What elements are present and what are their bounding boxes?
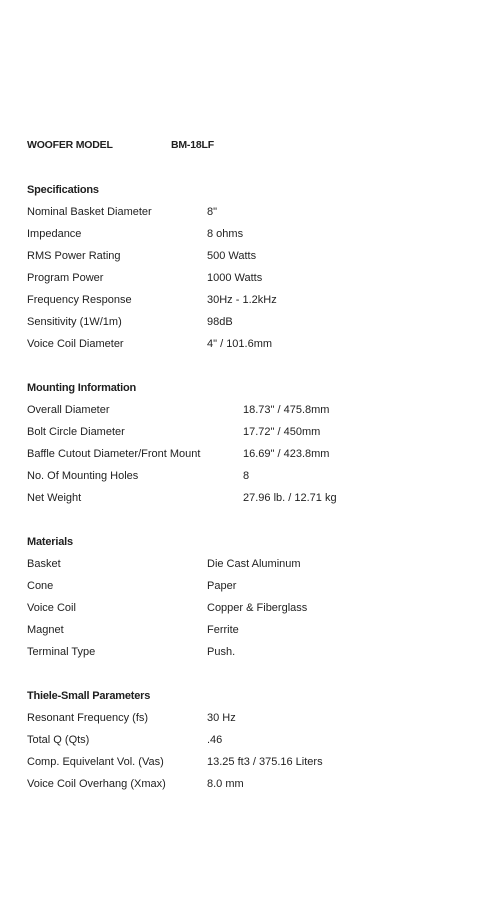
spec-label: Net Weight xyxy=(27,492,82,504)
spec-row xyxy=(27,491,467,513)
spec-row xyxy=(27,249,467,271)
spec-label: No. Of Mounting Holes xyxy=(27,470,139,482)
spec-label: Resonant Frequency (fs) xyxy=(27,712,149,724)
spec-row xyxy=(27,315,467,337)
spec-value: Ferrite xyxy=(207,624,239,636)
spec-row xyxy=(27,733,467,755)
spec-value: Paper xyxy=(207,580,237,592)
spec-row xyxy=(27,755,467,777)
spec-value: .46 xyxy=(207,734,223,746)
spec-value: Copper & Fiberglass xyxy=(207,602,308,614)
spec-value: 30Hz - 1.2kHz xyxy=(207,294,277,306)
spec-row xyxy=(27,271,467,293)
spec-row xyxy=(27,645,467,667)
spec-value: 13.25 ft3 / 375.16 Liters xyxy=(207,756,323,768)
spec-label: Magnet xyxy=(27,624,64,636)
mounting-information-section xyxy=(27,381,467,513)
spec-label: Impedance xyxy=(27,228,82,240)
section-title: Mounting Information xyxy=(27,382,137,394)
spec-label: RMS Power Rating xyxy=(27,250,121,262)
spec-label: Sensitivity (1W/1m) xyxy=(27,316,122,328)
woofer-model-label: WOOFER MODEL xyxy=(27,139,113,151)
woofer-model-value: BM-18LF xyxy=(171,139,214,151)
spec-value: 16.69" / 423.8mm xyxy=(243,448,330,460)
spec-label: Program Power xyxy=(27,272,104,284)
section-title: Materials xyxy=(27,536,73,548)
woofer-model-row xyxy=(27,139,214,153)
spec-value: 4" / 101.6mm xyxy=(207,338,273,350)
spec-value: 8" xyxy=(207,206,218,218)
spec-value: 500 Watts xyxy=(207,250,257,262)
spec-value: 27.96 lb. / 12.71 kg xyxy=(243,492,337,504)
spec-row xyxy=(27,711,467,733)
spec-label: Bolt Circle Diameter xyxy=(27,426,125,438)
spec-value: 8 xyxy=(243,470,250,482)
section-title: Specifications xyxy=(27,184,99,196)
spec-value: 30 Hz xyxy=(207,712,236,724)
spec-row xyxy=(27,601,467,623)
spec-label: Baffle Cutout Diameter/Front Mount xyxy=(27,448,201,460)
spec-value: 98dB xyxy=(207,316,233,328)
thiele-small-parameters-section xyxy=(27,689,467,799)
spec-label: Overall Diameter xyxy=(27,404,110,416)
spec-row xyxy=(27,469,467,491)
spec-value: Push. xyxy=(207,646,236,658)
spec-value: 8 ohms xyxy=(207,228,244,240)
spec-value: 1000 Watts xyxy=(207,272,263,284)
spec-label: Voice Coil Diameter xyxy=(27,338,124,350)
spec-label: Voice Coil xyxy=(27,602,76,614)
spec-row xyxy=(27,293,467,315)
spec-label: Voice Coil Overhang (Xmax) xyxy=(27,778,166,790)
spec-label: Terminal Type xyxy=(27,646,96,658)
spec-row xyxy=(27,425,467,447)
spec-value: 17.72" / 450mm xyxy=(243,426,321,438)
spec-row xyxy=(27,579,467,601)
materials-section xyxy=(27,535,467,667)
section-title: Thiele-Small Parameters xyxy=(27,690,151,702)
spec-label: Nominal Basket Diameter xyxy=(27,206,152,218)
spec-label: Cone xyxy=(27,580,54,592)
spec-row xyxy=(27,623,467,645)
spec-row xyxy=(27,337,467,359)
spec-row xyxy=(27,557,467,579)
spec-label: Basket xyxy=(27,558,61,570)
spec-label: Comp. Equivelant Vol. (Vas) xyxy=(27,756,164,768)
spec-label: Total Q (Qts) xyxy=(27,734,90,746)
spec-row xyxy=(27,447,467,469)
spec-row xyxy=(27,777,467,799)
spec-row xyxy=(27,403,467,425)
spec-label: Frequency Response xyxy=(27,294,132,306)
spec-value: 18.73" / 475.8mm xyxy=(243,404,330,416)
spec-value: Die Cast Aluminum xyxy=(207,558,301,570)
spec-row xyxy=(27,205,467,227)
spec-row xyxy=(27,227,467,249)
specifications-section xyxy=(27,183,467,359)
spec-value: 8.0 mm xyxy=(207,778,244,790)
